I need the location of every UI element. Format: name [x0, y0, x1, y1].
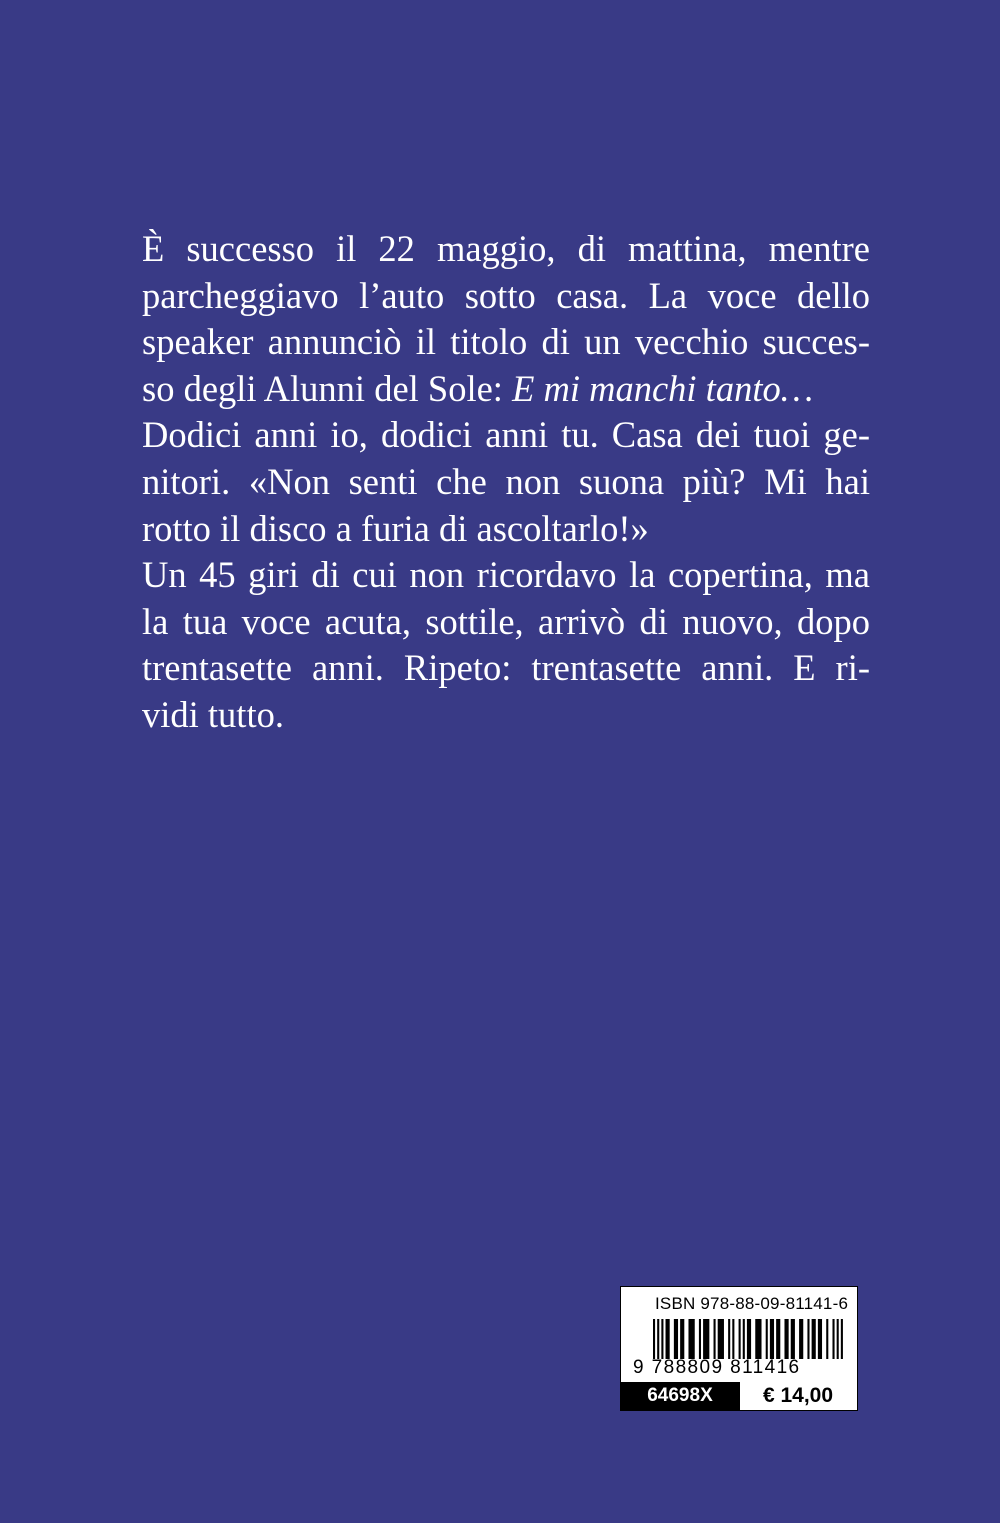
blurb-line: Un 45 giri di cui non ricordavo la copertina, ma	[142, 554, 870, 596]
cover-blurb	[142, 226, 870, 739]
barcode-bar	[818, 1319, 822, 1359]
barcode-bar	[826, 1319, 828, 1359]
blurb-line: vidi tutto.	[142, 693, 284, 735]
barcode-bar	[807, 1319, 809, 1359]
barcode-bar	[841, 1319, 843, 1359]
barcode-bar	[812, 1319, 816, 1359]
barcode-bar	[718, 1319, 724, 1359]
barcode-bar	[674, 1319, 678, 1359]
barcode-bar	[714, 1319, 716, 1359]
barcode-bar	[776, 1319, 780, 1359]
barcode-box	[620, 1286, 858, 1411]
barcode-bar	[770, 1319, 774, 1359]
blurb-line	[142, 366, 870, 413]
barcode-bar	[766, 1319, 768, 1359]
barcode-bar	[755, 1319, 761, 1359]
barcode-bar	[743, 1319, 745, 1359]
barcode-bar	[699, 1319, 701, 1359]
barcode-bar	[784, 1319, 788, 1359]
barcode-bar	[747, 1319, 751, 1359]
barcode-bar	[739, 1319, 741, 1359]
blurb-line: trentasette anni. Ripeto: trentasette anni. E ri-	[142, 647, 870, 689]
barcode-bar	[832, 1319, 834, 1359]
isbn-label: ISBN 978-88-09-81141-6	[655, 1294, 849, 1313]
barcode-bar	[799, 1319, 803, 1359]
blurb-line: parcheggiavo l’auto sotto casa. La voce dello	[142, 274, 870, 316]
barcode-bar	[688, 1319, 694, 1359]
barcode-digits: 9 788809 811416	[633, 1357, 801, 1378]
barcode-bar	[703, 1319, 709, 1359]
barcode-bar	[653, 1319, 655, 1359]
blurb-line: speaker annunciò il titolo di un vecchio succes-	[142, 321, 870, 363]
barcode-bar	[732, 1319, 734, 1359]
song-title: E mi manchi tanto…	[512, 367, 814, 409]
barcode-bar	[666, 1319, 670, 1359]
barcode-bar	[728, 1319, 730, 1359]
blurb-line: È successo il 22 maggio, di mattina, mentre	[142, 228, 870, 269]
blurb-line: rotto il disco a furia di ascoltarlo!»	[142, 507, 649, 549]
blurb-line: la tua voce acuta, sottile, arrivò di nuovo, dopo	[142, 600, 870, 642]
blurb-line-text: so degli Alunni del Sole:	[142, 367, 513, 409]
blurb-line: Dodici anni io, dodici anni tu. Casa dei tuoi ge-	[142, 414, 870, 456]
barcode-bar	[837, 1319, 839, 1359]
barcode-bar	[680, 1319, 684, 1359]
price-label: € 14,00	[739, 1382, 856, 1410]
barcode-bar	[661, 1319, 663, 1359]
product-code: 64698X	[621, 1382, 739, 1410]
blurb-line: nitori. «Non senti che non suona più? Mi hai	[142, 460, 870, 502]
barcode-bar	[791, 1319, 795, 1359]
barcode-bar	[657, 1319, 659, 1359]
barcode-bars	[653, 1319, 845, 1359]
